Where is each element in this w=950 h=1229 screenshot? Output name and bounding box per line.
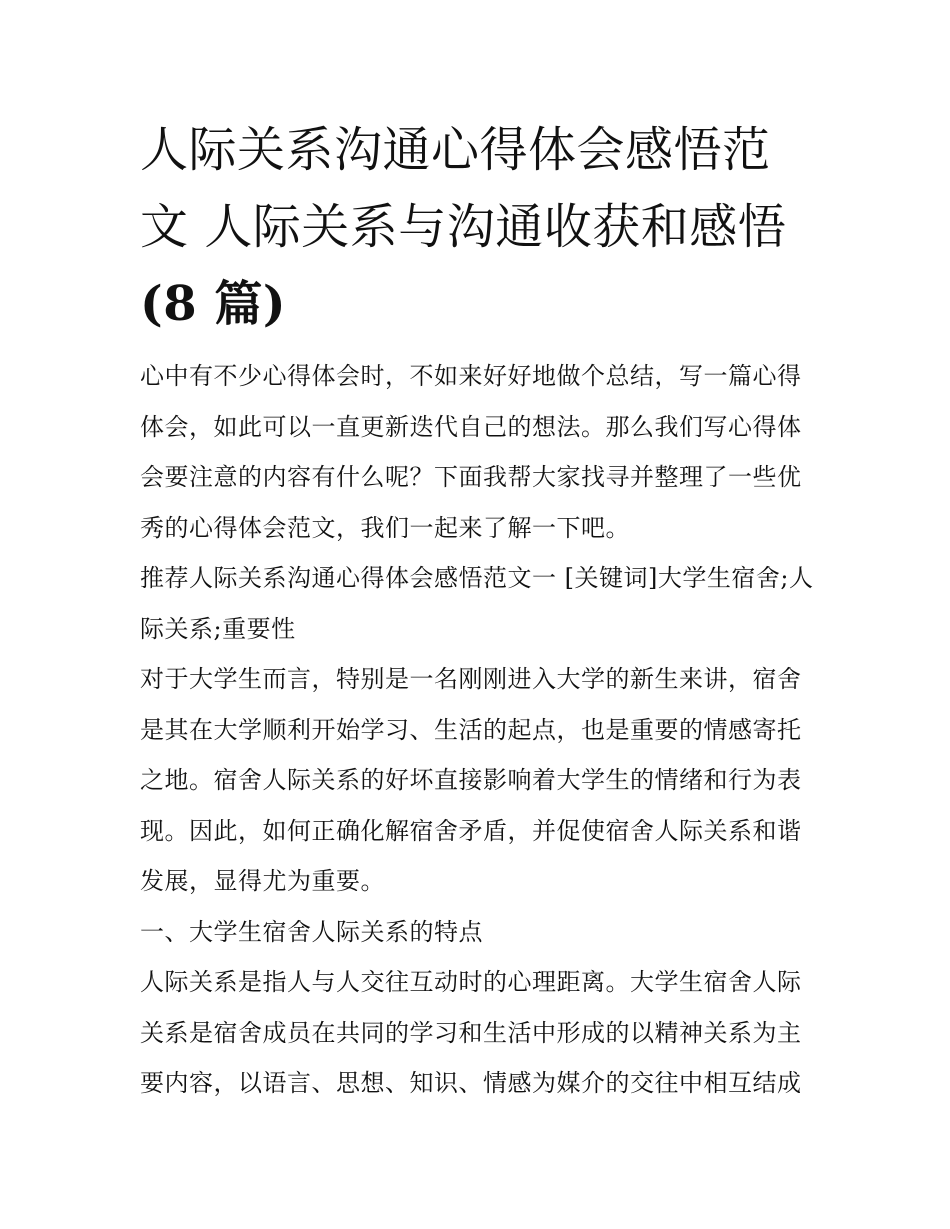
document-page: [140, 112, 820, 1109]
recommend-keywords-paragraph: 推荐人际关系沟通心得体会感悟范文一 [关键词]大学生宿舍;人际关系;重要性: [140, 564, 814, 643]
title-line-3: (8 篇): [140, 276, 287, 332]
intro-paragraph: 心中有不少心得体会时，不如来好好地做个总结，写一篇心得体会，如此可以一直更新迭代自己的想法。那么我们写心得体会要注意的内容有什么呢？下面我帮大家找寻并整理了一些优秀的心得体会范文，我们一起来了解一下吧。: [140, 362, 802, 542]
body-paragraph-dormitory: 对于大学生而言，特别是一名刚刚进入大学的新生来讲，宿舍是其在大学顺利开始学习、生活的起点，也是重要的情感寄托之地。宿舍人际关系的好坏直接影响着大学生的情绪和行为表现。因此，如何正确化解宿舍矛盾，并促使宿舍人际关系和谐发展，显得尤为重要。: [140, 665, 802, 895]
document-title: [140, 112, 810, 343]
title-line-2: 文 人际关系与沟通收获和感悟: [140, 199, 787, 255]
title-line-1: 人际关系沟通心得体会感悟范: [140, 122, 771, 178]
body-paragraph-definition: 人际关系是指人与人交往互动时的心理距离。大学生宿舍人际关系是宿舍成员在共同的学习和生活中形成的以精神关系为主要内容，以语言、思想、知识、情感为媒介的交往中相互结成: [140, 968, 802, 1097]
section-heading: 一、大学生宿舍人际关系的特点: [140, 917, 483, 946]
